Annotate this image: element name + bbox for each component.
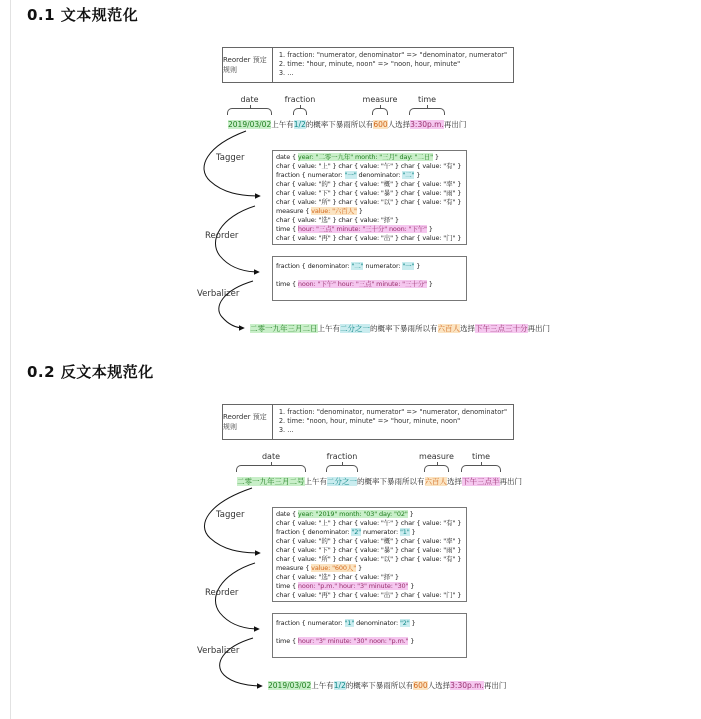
box-line [276, 537, 463, 546]
text-segment-fraction: "1" [344, 619, 355, 627]
section-text-normalization [0, 0, 701, 357]
reorder-rule-table [222, 404, 514, 440]
annotation-label: fraction [326, 452, 358, 461]
text-segment-plain: char { value: "的" } char { value: "概" } char { value: "率" } [276, 180, 462, 188]
stage-label-reorder: Reorder [205, 231, 239, 241]
annotation-label: time [471, 452, 491, 461]
text-segment-plain: 再出门 [527, 324, 550, 333]
box-line [276, 573, 463, 582]
reorder-output-box [272, 256, 467, 301]
text-segment-plain: 上午有 [304, 477, 327, 486]
box-line [276, 180, 463, 189]
text-segment-plain: } [426, 225, 433, 233]
arrow-input-to-tagger [204, 488, 260, 553]
rule-line: 3. ... [278, 426, 294, 435]
text-segment-fraction: "二" [402, 171, 415, 179]
rule-table-label: Reorder 预定规则 [223, 48, 273, 82]
text-segment-time: noon: "下午" hour: "三点" minute: "三十分" [297, 280, 427, 288]
text-segment-date: 二零一九年三月二号 [237, 477, 305, 486]
text-segment-plain: 人选择 [427, 681, 451, 690]
text-segment-fraction: "一" [344, 171, 357, 179]
output-sentence [250, 324, 550, 334]
box-line [276, 637, 463, 646]
box-line [276, 546, 463, 555]
text-segment-plain: } [356, 207, 363, 215]
stage-label-tagger: Tagger [216, 510, 245, 520]
text-segment-time: 3:30p.m. [450, 681, 484, 690]
text-segment-plain: 上午有 [317, 324, 340, 333]
text-segment-plain: measure { [276, 207, 312, 215]
text-segment-plain: 上午有 [271, 120, 294, 129]
text-segment-fraction: "二" [351, 262, 364, 270]
rule-line: 1. fraction: "denominator, numerator" => "numerator, denominator" [278, 408, 507, 416]
text-segment-plain: 的概率下暴雨所以有 [345, 681, 414, 690]
annotation-fraction [326, 452, 358, 472]
arrow-input-to-tagger [204, 131, 260, 196]
box-line [276, 591, 463, 600]
text-segment-time: 3:30p.m. [410, 120, 444, 129]
text-segment-plain: 再出门 [499, 477, 522, 486]
text-segment-plain: char { value: "下" } char { value: "暴" } char { value: "雨" } [276, 546, 462, 554]
text-segment-plain: } [414, 171, 421, 179]
text-segment-plain: } [408, 637, 415, 645]
tagger-output-box [272, 150, 467, 245]
text-segment-date: 2019/03/02 [268, 681, 312, 690]
box-line [276, 189, 463, 198]
annotation-label: fraction [284, 95, 316, 104]
tagger-output-box [272, 507, 467, 602]
text-segment-fraction: "2" [351, 528, 362, 536]
text-segment-fraction: "1" [399, 528, 410, 536]
text-segment-plain: char { value: "选" } char { value: "择" } [276, 216, 399, 224]
text-segment-plain: char { value: "选" } char { value: "择" } [276, 573, 399, 581]
annotation-time [409, 95, 445, 115]
annotation-label: date [261, 452, 281, 461]
text-segment-fraction: 二分之一 [327, 477, 357, 486]
text-segment-fraction: "一" [402, 262, 415, 270]
annotation-time [461, 452, 501, 472]
stage-label-reorder: Reorder [205, 588, 239, 598]
box-line [276, 555, 463, 564]
stage-label-verbalizer: Verbalizer [197, 289, 240, 299]
section-inverse-text-normalization [0, 357, 701, 714]
box-line [276, 510, 463, 519]
annotation-date [236, 452, 306, 472]
text-segment-fraction: 二分之一 [340, 324, 370, 333]
text-segment-plain: } [409, 619, 416, 627]
text-segment-plain: fraction { numerator: [276, 171, 345, 179]
text-segment-plain: 选择 [460, 324, 475, 333]
text-segment-plain: 人选择 [387, 120, 411, 129]
box-line [276, 171, 463, 180]
stage-label-tagger: Tagger [216, 153, 245, 163]
box-line [276, 280, 463, 289]
section-heading: 0.1 文本规范化 [27, 6, 139, 24]
text-segment-date: 2019/03/02 [228, 120, 272, 129]
text-segment-plain: } [407, 510, 414, 518]
text-segment-plain: char { value: "的" } char { value: "概" } char { value: "率" } [276, 537, 462, 545]
rule-line: 2. time: "hour, minute, noon" => "noon, hour, minute" [278, 60, 461, 69]
rule-line: 1. fraction: "numerator, denominator" => "denominator, numerator" [278, 51, 507, 59]
rule-line: 3. ... [278, 69, 294, 78]
text-segment-plain: 再出门 [483, 681, 507, 690]
text-segment-time: hour: "三点" minute: "三十分" noon: "下午" [297, 225, 427, 233]
reorder-output-box [272, 613, 467, 658]
annotation-label: date [240, 95, 259, 104]
box-line [276, 225, 463, 234]
box-line [276, 234, 463, 243]
annotation-label: time [417, 95, 437, 104]
text-segment-plain: } [414, 262, 421, 270]
rule-table-label: Reorder 预定规则 [223, 405, 273, 439]
text-segment-plain: char { value: "上" } char { value: "午" } char { value: "有" } [276, 519, 462, 527]
text-segment-plain: denominator: [354, 619, 400, 627]
box-line [276, 162, 463, 171]
annotation-measure [419, 452, 454, 472]
annotation-date [227, 95, 272, 115]
text-segment-plain: char { value: "再" } char { value: "出" } char { value: "门" } [276, 591, 462, 599]
text-segment-time: 下午三点半 [462, 477, 500, 486]
box-line [276, 207, 463, 216]
box-line [276, 153, 463, 162]
text-segment-date: 二零一九年三月二日 [250, 324, 318, 333]
output-sentence [268, 681, 506, 691]
text-segment-measure: 六百人 [424, 477, 447, 486]
text-segment-plain: } [408, 582, 415, 590]
box-line [276, 564, 463, 573]
text-segment-measure: 600 [373, 120, 388, 129]
box-line [276, 519, 463, 528]
text-segment-time: noon: "p.m." hour: "3" minute: "30" [297, 582, 409, 590]
text-segment-plain: fraction { denominator: [276, 528, 352, 536]
text-segment-plain: 上午有 [311, 681, 334, 690]
rule-line: 2. time: "noon, hour, minute" => "hour, minute, noon" [278, 417, 461, 426]
text-segment-plain: char { value: "再" } char { value: "出" } char { value: "门" } [276, 234, 462, 242]
text-segment-measure: 六百人 [437, 324, 460, 333]
text-segment-plain: } [432, 153, 439, 161]
text-segment-plain: time { [276, 280, 298, 288]
annotation-label: measure [362, 95, 398, 104]
text-segment-plain: date { [276, 510, 298, 518]
input-sentence [228, 120, 466, 130]
reorder-rule-table [222, 47, 514, 83]
text-segment-plain: numerator: [361, 528, 400, 536]
text-segment-plain: fraction { denominator: [276, 262, 352, 270]
text-segment-plain: date { [276, 153, 298, 161]
text-segment-plain: 选择 [447, 477, 462, 486]
annotation-label: measure [419, 452, 454, 461]
stage-label-verbalizer: Verbalizer [197, 646, 240, 656]
box-line [276, 619, 463, 628]
text-segment-fraction: 1/2 [293, 120, 306, 129]
input-sentence [237, 477, 522, 487]
rule-list [273, 48, 513, 82]
text-segment-time: 下午三点三十分 [475, 324, 528, 333]
text-segment-time: hour: "3" minute: "30" noon: "p.m." [297, 637, 409, 645]
text-segment-measure: value: "六百人" [311, 207, 357, 215]
text-segment-plain: 的概率下暴雨所以有 [305, 120, 374, 129]
section-heading: 0.2 反文本规范化 [27, 363, 154, 381]
text-segment-plain: char { value: "所" } char { value: "以" } char { value: "有" } [276, 555, 462, 563]
text-segment-plain: time { [276, 225, 298, 233]
text-segment-plain: time { [276, 637, 298, 645]
annotation-measure [362, 95, 398, 115]
text-segment-date: year: "2019" month: "03" day: "02" [297, 510, 408, 518]
text-segment-plain: time { [276, 582, 298, 590]
rule-list [273, 405, 513, 439]
text-segment-fraction: 1/2 [333, 681, 346, 690]
text-segment-plain: } [409, 528, 416, 536]
box-line [276, 528, 463, 537]
annotation-fraction [284, 95, 316, 115]
text-segment-plain: denominator: [356, 171, 403, 179]
text-segment-date: year: "二零一九年" month: "三月" day: "二日" [297, 153, 433, 161]
text-segment-plain: numerator: [363, 262, 403, 270]
box-line [276, 582, 463, 591]
box-line [276, 262, 463, 271]
text-segment-plain: } [356, 564, 362, 572]
text-segment-plain: 再出门 [443, 120, 467, 129]
box-line [276, 216, 463, 225]
text-segment-plain: 的概率下暴雨所以有 [370, 324, 438, 333]
box-line [276, 198, 463, 207]
text-segment-measure: value: "600人" [311, 564, 357, 572]
text-segment-plain: char { value: "上" } char { value: "午" } char { value: "有" } [276, 162, 462, 170]
text-segment-plain: fraction { numerator: [276, 619, 345, 627]
text-segment-plain: measure { [276, 564, 312, 572]
text-segment-plain: } [426, 280, 433, 288]
text-segment-measure: 600 [413, 681, 428, 690]
text-segment-plain: 的概率下暴雨所以有 [357, 477, 425, 486]
text-segment-plain: char { value: "所" } char { value: "以" } char { value: "有" } [276, 198, 462, 206]
text-segment-fraction: "2" [399, 619, 410, 627]
text-segment-plain: char { value: "下" } char { value: "暴" } char { value: "雨" } [276, 189, 462, 197]
